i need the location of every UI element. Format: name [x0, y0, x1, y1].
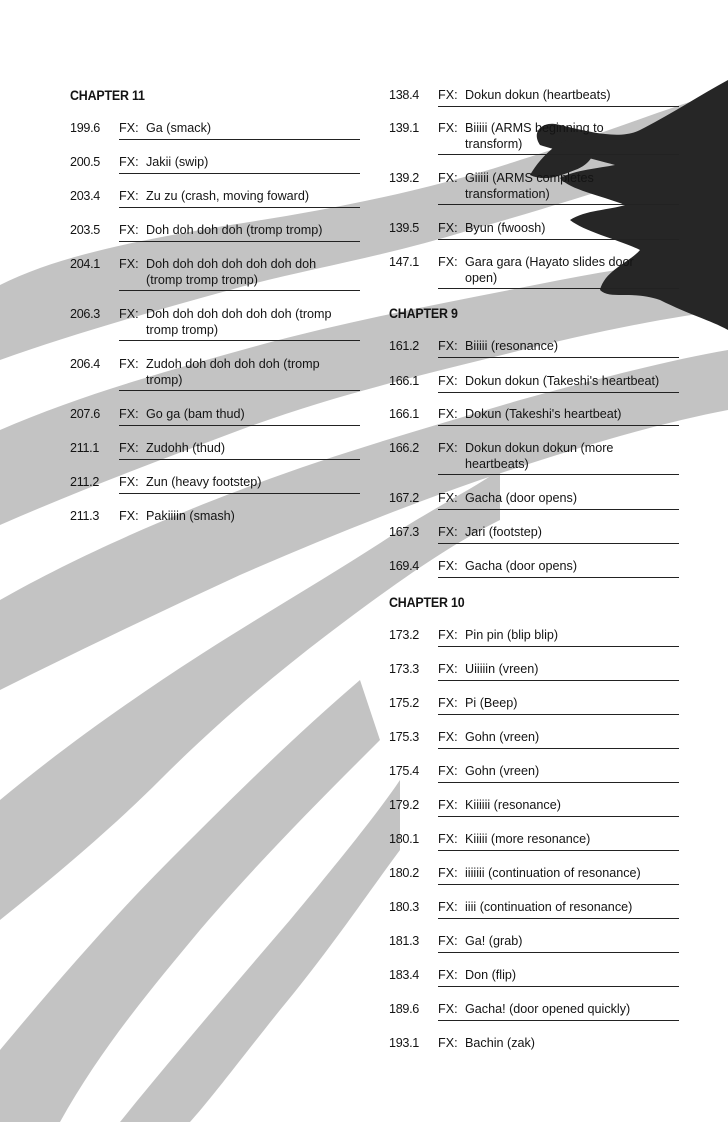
page-panel-number: 203.5	[70, 223, 101, 237]
underline-rule	[438, 884, 679, 885]
fx-description: Dokun (Takeshi's heartbeat)	[465, 407, 622, 421]
underline-rule	[119, 173, 360, 174]
underline-rule	[119, 207, 360, 208]
fx-label: FX:	[438, 491, 458, 505]
page-panel-number: 206.3	[70, 307, 101, 321]
page-panel-number: 147.1	[389, 255, 420, 269]
fx-description: Zudohh (thud)	[146, 441, 226, 455]
underline-rule	[438, 748, 679, 749]
underline-rule	[119, 139, 360, 140]
fx-description: Gohn (vreen)	[465, 730, 540, 744]
fx-label: FX:	[438, 441, 458, 455]
page-panel-number: 166.1	[389, 374, 420, 388]
fx-label: FX:	[119, 475, 139, 489]
page-panel-number: 175.3	[389, 730, 420, 744]
fx-label: FX:	[438, 900, 458, 914]
fx-description: Dokun dokun (heartbeats)	[465, 88, 611, 102]
underline-rule	[438, 474, 679, 475]
fx-label: FX:	[438, 832, 458, 846]
fx-description: Bachin (zak)	[465, 1036, 535, 1050]
fx-description: Pi (Beep)	[465, 696, 518, 710]
page-panel-number: 181.3	[389, 934, 420, 948]
page-panel-number: 175.4	[389, 764, 420, 778]
page-panel-number: 179.2	[389, 798, 420, 812]
fx-label: FX:	[119, 307, 139, 321]
underline-rule	[438, 1020, 679, 1021]
page-panel-number: 199.6	[70, 121, 101, 135]
fx-label: FX:	[438, 171, 458, 185]
underline-rule	[438, 425, 679, 426]
chapter-heading: CHAPTER 11	[70, 88, 145, 103]
fx-label: FX:	[438, 407, 458, 421]
underline-rule	[438, 782, 679, 783]
fx-label: FX:	[119, 155, 139, 169]
page-panel-number: 139.2	[389, 171, 420, 185]
fx-label: FX:	[438, 339, 458, 353]
fx-description: Kiiiii (more resonance)	[465, 832, 591, 846]
page-panel-number: 167.2	[389, 491, 420, 505]
fx-description: Giiiii (ARMS completes	[465, 171, 594, 185]
page-panel-number: 180.1	[389, 832, 420, 846]
fx-label: FX:	[438, 559, 458, 573]
fx-description: open)	[465, 270, 498, 285]
fx-label: FX:	[438, 255, 458, 269]
underline-rule	[119, 390, 360, 391]
fx-description: Gacha (door opens)	[465, 559, 578, 573]
fx-label: FX:	[438, 662, 458, 676]
fx-description: Zudoh doh doh doh doh (tromp	[146, 357, 320, 371]
page-panel-number: 167.3	[389, 525, 420, 539]
chapter-heading: CHAPTER 9	[389, 306, 458, 321]
underline-rule	[438, 357, 679, 358]
underline-rule	[438, 850, 679, 851]
page-panel-number: 211.2	[70, 475, 100, 489]
page-panel-number: 166.1	[389, 407, 420, 421]
fx-label: FX:	[438, 1002, 458, 1016]
underline-rule	[119, 493, 360, 494]
fx-description: transform)	[465, 136, 523, 151]
fx-description: heartbeats)	[465, 456, 529, 471]
fx-label: FX:	[119, 121, 139, 135]
fx-label: FX:	[438, 866, 458, 880]
page-panel-number: 166.2	[389, 441, 420, 455]
page-panel-number: 211.1	[70, 441, 100, 455]
fx-description: transformation)	[465, 186, 550, 201]
fx-description: tromp tromp)	[146, 322, 219, 337]
underline-rule	[438, 952, 679, 953]
underline-rule	[438, 154, 679, 155]
fx-label: FX:	[438, 121, 458, 135]
fx-label: FX:	[438, 374, 458, 388]
chapter-heading: CHAPTER 10	[389, 595, 465, 610]
underline-rule	[438, 646, 679, 647]
fx-label: FX:	[119, 189, 139, 203]
fx-description: Dokun dokun (Takeshi's heartbeat)	[465, 374, 660, 388]
page-panel-number: 189.6	[389, 1002, 420, 1016]
page-panel-number: 169.4	[389, 559, 420, 573]
fx-description: Zu zu (crash, moving foward)	[146, 189, 310, 203]
fx-description: Pakiiiin (smash)	[146, 509, 235, 523]
underline-rule	[438, 288, 679, 289]
underline-rule	[119, 425, 360, 426]
underline-rule	[438, 106, 679, 107]
fx-label: FX:	[438, 525, 458, 539]
underline-rule	[438, 714, 679, 715]
fx-description: Biiiii (ARMS beginning to	[465, 121, 604, 135]
fx-description: (tromp tromp tromp)	[146, 272, 258, 287]
fx-description: Go ga (bam thud)	[146, 407, 245, 421]
underline-rule	[438, 986, 679, 987]
fx-label: FX:	[438, 968, 458, 982]
fx-label: FX:	[438, 730, 458, 744]
page-panel-number: 161.2	[389, 339, 420, 353]
page-panel-number: 200.5	[70, 155, 101, 169]
underline-rule	[438, 509, 679, 510]
fx-description: iiii (continuation of resonance)	[465, 900, 633, 914]
underline-rule	[438, 239, 679, 240]
fx-description: tromp)	[146, 372, 183, 387]
underline-rule	[119, 459, 360, 460]
page-panel-number: 183.4	[389, 968, 420, 982]
page-panel-number: 173.3	[389, 662, 420, 676]
page-panel-number: 180.3	[389, 900, 420, 914]
fx-description: Don (flip)	[465, 968, 517, 982]
fx-description: Gacha (door opens)	[465, 491, 578, 505]
fx-label: FX:	[119, 223, 139, 237]
fx-label: FX:	[438, 764, 458, 778]
fx-label: FX:	[438, 221, 458, 235]
fx-label: FX:	[119, 441, 139, 455]
page-panel-number: 204.1	[70, 257, 101, 271]
underline-rule	[438, 577, 679, 578]
fx-description: Gohn (vreen)	[465, 764, 540, 778]
fx-label: FX:	[119, 509, 139, 523]
fx-description: Biiiii (resonance)	[465, 339, 559, 353]
page-panel-number: 138.4	[389, 88, 420, 102]
fx-label: FX:	[438, 628, 458, 642]
page-panel-number: 139.1	[389, 121, 420, 135]
fx-description: Uiiiiin (vreen)	[465, 662, 539, 676]
fx-description: Gacha! (door opened quickly)	[465, 1002, 631, 1016]
fx-description: Zun (heavy footstep)	[146, 475, 262, 489]
fx-label: FX:	[438, 798, 458, 812]
fx-description: Ga! (grab)	[465, 934, 523, 948]
fx-description: Doh doh doh doh doh doh (tromp	[146, 307, 332, 321]
fx-label: FX:	[438, 88, 458, 102]
fx-label: FX:	[438, 696, 458, 710]
fx-description: Pin pin (blip blip)	[465, 628, 559, 642]
underline-rule	[119, 340, 360, 341]
fx-description: iiiiiii (continuation of resonance)	[465, 866, 641, 880]
underline-rule	[438, 204, 679, 205]
page-panel-number: 211.3	[70, 509, 100, 523]
page-panel-number: 207.6	[70, 407, 101, 421]
fx-description: Ga (smack)	[146, 121, 212, 135]
page-panel-number: 193.1	[389, 1036, 420, 1050]
fx-description: Jari (footstep)	[465, 525, 542, 539]
fx-label: FX:	[119, 407, 139, 421]
fx-label: FX:	[438, 1036, 458, 1050]
page-panel-number: 173.2	[389, 628, 420, 642]
page-panel-number: 203.4	[70, 189, 101, 203]
fx-description: Doh doh doh doh doh doh doh	[146, 257, 317, 271]
fx-label: FX:	[119, 257, 139, 271]
underline-rule	[438, 680, 679, 681]
fx-label: FX:	[438, 934, 458, 948]
underline-rule	[119, 241, 360, 242]
fx-description: Byun (fwoosh)	[465, 221, 546, 235]
fx-description: Jakii (swip)	[146, 155, 209, 169]
fx-description: Dokun dokun dokun (more	[465, 441, 614, 455]
underline-rule	[438, 392, 679, 393]
page-panel-number: 175.2	[389, 696, 420, 710]
page-panel-number: 206.4	[70, 357, 101, 371]
fx-description: Doh doh doh doh (tromp tromp)	[146, 223, 323, 237]
fx-label: FX:	[119, 357, 139, 371]
page-panel-number: 180.2	[389, 866, 420, 880]
underline-rule	[119, 290, 360, 291]
underline-rule	[438, 543, 679, 544]
underline-rule	[438, 918, 679, 919]
fx-description: Gara gara (Hayato slides door	[465, 255, 634, 269]
underline-rule	[438, 816, 679, 817]
page-panel-number: 139.5	[389, 221, 420, 235]
fx-description: Kiiiiii (resonance)	[465, 798, 561, 812]
